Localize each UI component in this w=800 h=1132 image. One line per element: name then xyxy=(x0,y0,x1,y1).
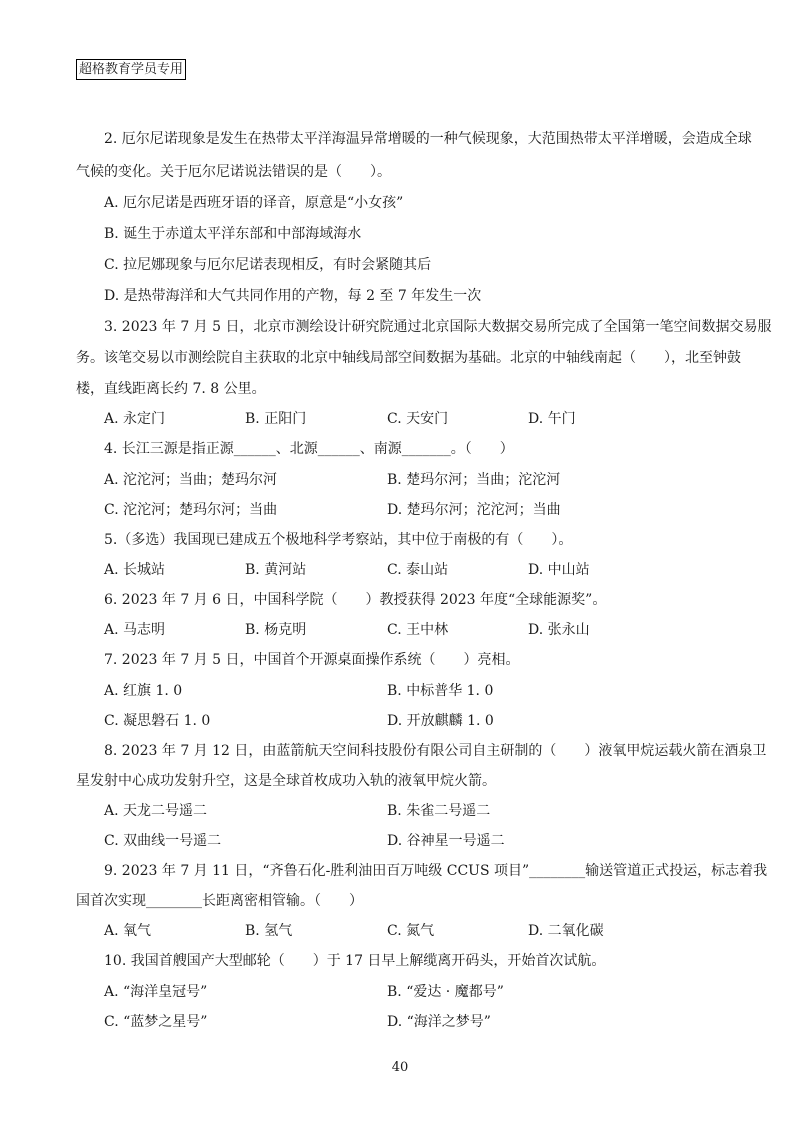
q9-option-b: B. 氢气 xyxy=(245,923,293,939)
q2-option-b: B. 诞生于赤道太平洋东部和中部海域海水 xyxy=(104,226,362,242)
page-number: 40 xyxy=(391,1060,409,1075)
q10-option-b: B. “爱达 · 魔都号” xyxy=(387,984,504,1000)
q9-option-d: D. 二氧化碳 xyxy=(528,923,604,939)
q9-option-a: A. 氧气 xyxy=(104,923,152,939)
q2-stem-line2: 气候的变化。关于厄尔尼诺说法错误的是（ ）。 xyxy=(76,164,391,180)
q3-option-b: B. 正阳门 xyxy=(245,411,307,427)
q8-stem-line1: 8. 2023 年 7 月 12 日，由蓝箭航天空间科技股份有限公司自主研制的（ ）液氧甲烷运载火箭在酒泉卫 xyxy=(104,743,767,759)
q4-option-d: D. 楚玛尔河；沱沱河；当曲 xyxy=(387,502,561,518)
q8-stem-line2: 星发射中心成功发射升空，这是全球首枚成功入轨的液氧甲烷火箭。 xyxy=(76,773,496,789)
q7-option-c: C. 凝思磐石 1. 0 xyxy=(104,713,211,729)
q9-option-c: C. 氮气 xyxy=(387,923,435,939)
q2-stem-line1: 2. 厄尔尼诺现象是发生在热带太平洋海温异常增暖的一种气候现象，大范围热带太平洋增暖，会造成全球 xyxy=(104,131,752,147)
q7-stem: 7. 2023 年 7 月 5 日，中国首个开源桌面操作系统（ ）亮相。 xyxy=(104,652,520,668)
q5-stem: 5.（多选）我国现已建成五个极地科学考察站，其中位于南极的有（ ）。 xyxy=(104,532,573,548)
q4-option-b: B. 楚玛尔河；当曲；沱沱河 xyxy=(387,472,561,488)
q5-option-b: B. 黄河站 xyxy=(245,562,307,578)
q5-option-c: C. 泰山站 xyxy=(387,562,449,578)
q6-option-c: C. 王中林 xyxy=(387,622,449,638)
q7-option-d: D. 开放麒麟 1. 0 xyxy=(387,713,494,729)
q9-stem-line2: 国首次实现________长距离密相管输。（ ） xyxy=(76,893,363,909)
q2-option-c: C. 拉尼娜现象与厄尔尼诺表现相反，有时会紧随其后 xyxy=(104,257,432,273)
q7-option-a: A. 红旗 1. 0 xyxy=(104,683,183,699)
q3-stem-line2: 务。该笔交易以市测绘院自主获取的北京中轴线局部空间数据为基础。北京的中轴线南起（ ），北至钟鼓 xyxy=(76,350,741,366)
q6-option-d: D. 张永山 xyxy=(528,622,590,638)
q3-option-a: A. 永定门 xyxy=(104,411,166,427)
q6-option-a: A. 马志明 xyxy=(104,622,166,638)
q7-option-b: B. 中标普华 1. 0 xyxy=(387,683,494,699)
q10-option-d: D. “海洋之梦号” xyxy=(387,1014,491,1030)
q6-option-b: B. 杨克明 xyxy=(245,622,307,638)
q4-stem: 4. 长江三源是指正源______、北源______、南源_______。（ ） xyxy=(104,441,514,457)
q9-stem-line1: 9. 2023 年 7 月 11 日，“齐鲁石化-胜利油田百万吨级 CCUS 项目”________输送管道正式投运，标志着我 xyxy=(104,863,768,879)
q5-option-a: A. 长城站 xyxy=(104,562,166,578)
q10-stem: 10. 我国首艘国产大型邮轮（ ）于 17 日早上解缆离开码头，开始首次试航。 xyxy=(104,953,606,969)
q8-option-a: A. 天龙二号遥二 xyxy=(104,803,208,819)
q4-option-c: C. 沱沱河；楚玛尔河；当曲 xyxy=(104,502,278,518)
q8-option-d: D. 谷神星一号遥二 xyxy=(387,833,505,849)
q5-option-d: D. 中山站 xyxy=(528,562,590,578)
q2-option-a: A. 厄尔尼诺是西班牙语的译音，原意是“小女孩” xyxy=(104,195,404,211)
usage-tag: 超格教育学员专用 xyxy=(76,59,186,80)
q10-option-a: A. “海洋皇冠号” xyxy=(104,984,208,1000)
q2-option-d: D. 是热带海洋和大气共同作用的产物，每 2 至 7 年发生一次 xyxy=(104,288,482,304)
q6-stem: 6. 2023 年 7 月 6 日，中国科学院（ ）教授获得 2023 年度“全球能源奖”。 xyxy=(104,592,607,608)
q3-stem-line1: 3. 2023 年 7 月 5 日，北京市测绘设计研究院通过北京国际大数据交易所完成了全国第一笔空间数据交易服 xyxy=(104,319,772,335)
q8-option-b: B. 朱雀二号遥二 xyxy=(387,803,491,819)
q3-stem-line3: 楼，直线距离长约 7. 8 公里。 xyxy=(76,381,266,397)
q3-option-d: D. 午门 xyxy=(528,411,576,427)
q4-option-a: A. 沱沱河；当曲；楚玛尔河 xyxy=(104,472,278,488)
q8-option-c: C. 双曲线一号遥二 xyxy=(104,833,222,849)
q10-option-c: C. “蓝梦之星号” xyxy=(104,1014,208,1030)
q3-option-c: C. 天安门 xyxy=(387,411,449,427)
